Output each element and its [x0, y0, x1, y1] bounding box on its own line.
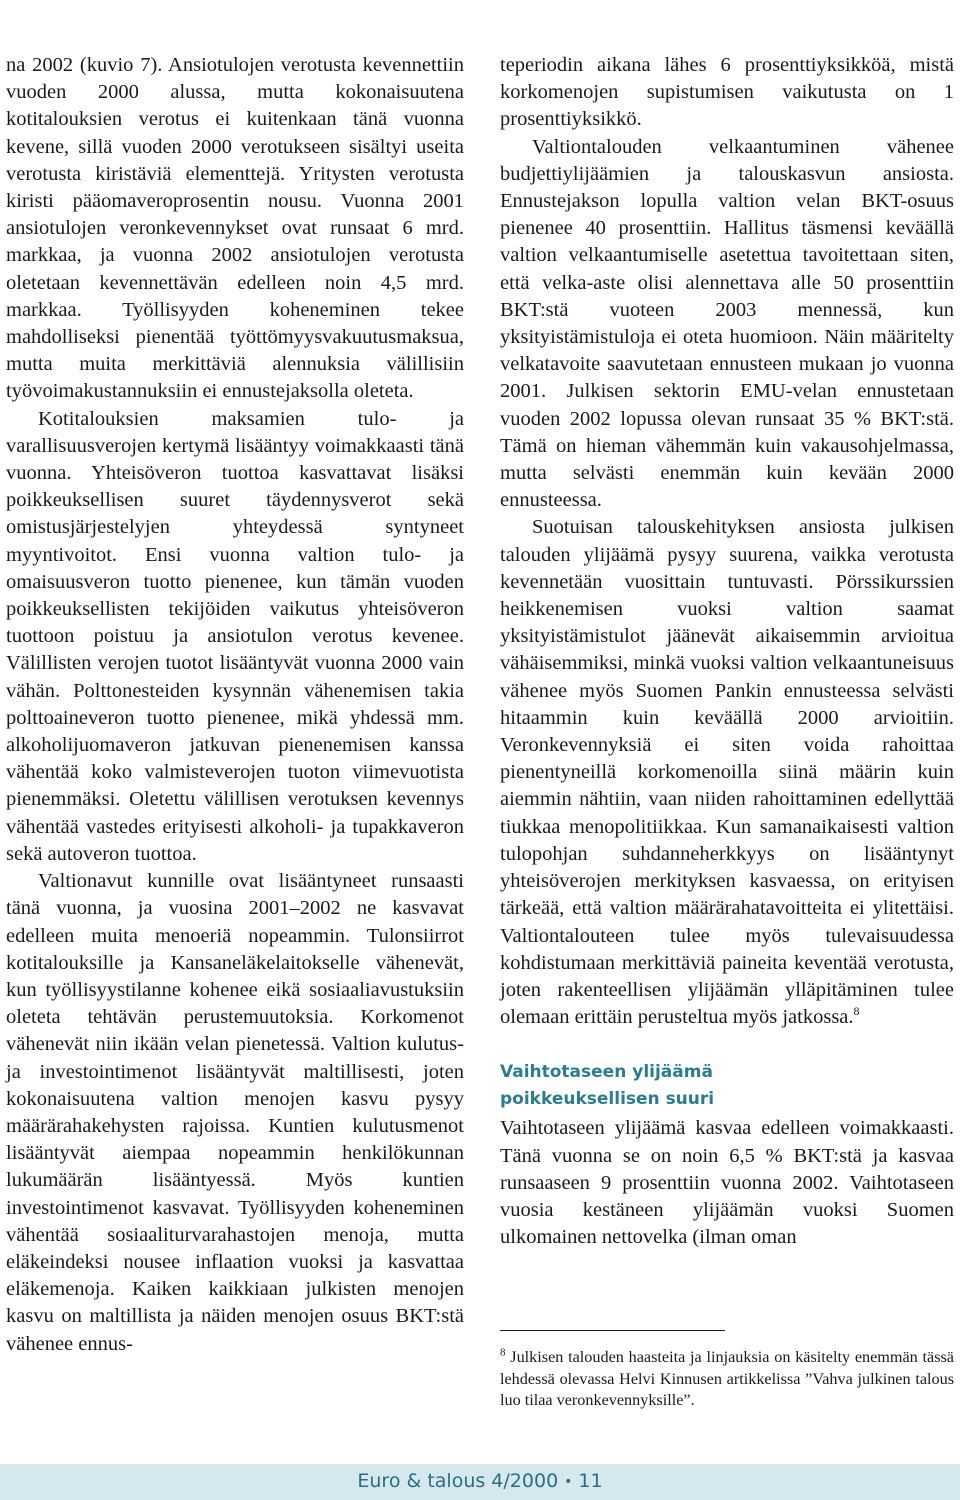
section-paragraph: Vaihtotaseen ylijäämä kasvaa edelleen voimakkaasti. Tänä vuonna se on noin 6,5 % BKT:stä ja kasvaa runsaaseen 9 prosenttiin vuonna 2002. Vaihtotaseen vuosia kestäneen ylijäämän vuoksi Suomen ulkomainen nettovelka (ilman oman [500, 1117, 954, 1249]
left-column [6, 52, 464, 1358]
page-footer [0, 1466, 960, 1497]
right-column [500, 52, 954, 1251]
body-paragraph: Valtiontalouden velkaantuminen vähenee budjettiylijäämien ja talouskasvun ansiosta. Ennustejakson lopulla valtion velan BKT-osuus pienenee 40 prosenttiin. Hallitus täsmensi keväällä valtion velkaantumiselle asetettua tavoitettaan siten, että velka-aste olisi alennettava alle 50 prosenttiin BKT:stä vuoteen 2003 mennessä, kun yksityistämistuloja ei oteta huomioon. Näin määritelty velkatavoite saavutetaan ennusteen mukaan jo vuonna 2001. Julkisen sektorin EMU-velan ennustetaan vuoden 2002 lopussa olevan runsaat 35 % BKT:stä. Tämä on hieman vähemmän kuin vakausohjelmassa, mutta selvästi enemmän kuin kevään 2000 ennusteessa. [500, 135, 954, 512]
footnote-reference: 8 [853, 1004, 860, 1019]
paragraph-text: Suotuisan talouskehityksen ansiosta julkisen talouden ylijäämä pysyy suurena, vaikka verotusta kevennetään vuosittain tuntuvasti. Pörssikurssien heikkenemisen vuoksi valtion saamat yksityistämistulot jäänevät aikaisemmin arvioitua vähäisemmiksi, minkä vuoksi valtion velkaantuneisuus vähenee myös Suomen Pankin ennusteessa selvästi hitaammin kuin keväällä 2000 arvioitiin. Veronkevennyksiä ei siten voida rahoittaa pienentyneillä korkomenoilla siinä määrin kuin aiemmin nähtiin, vaan niiden rahoittaminen edellyttää tiukkaa menopolitiikkaa. Kun samanaikaisesti valtion tulopohjan suhdanneherkkyys on lisääntynyt yhteisöverojen merkityksen kasvaessa, on erityisen tärkeää, että valtion määrärahatavoitteita ei ylitettäisi. Valtiontalouteen tulee myös tulevaisuudessa kohdistumaan merkittäviä paineita keventää verotusta, joten rakenteellisen ylijäämän ylläpitäminen tulee olemaan erittäin perusteltua myös jatkossa. [500, 516, 954, 1029]
section-heading [500, 1059, 954, 1113]
body-paragraph: teperiodin aikana lähes 6 prosenttiyksikköä, mistä korkomenojen supistumisen vaikutusta on 1 prosenttiyksikkö. [500, 54, 954, 131]
footnote-divider [500, 1330, 725, 1331]
publication-name: Euro & talous 4/2000 [357, 1470, 559, 1492]
footnote-text: Julkisen talouden haasteita ja linjauksia on käsitelty enemmän tässä lehdessä olevassa Helvi Kinnusen artikkelissa ”Vahva julkinen talous luo tilaa veronkevennyksille”. [500, 1348, 954, 1409]
page-number: 11 [578, 1470, 603, 1492]
footnote-number: 8 [500, 1346, 506, 1359]
section-heading-line: Vaihtotaseen ylijäämä [500, 1062, 713, 1083]
body-paragraph-with-footnote [500, 514, 954, 1031]
body-paragraph: Valtionavut kunnille ovat lisääntyneet runsaasti tänä vuonna, ja vuosina 2001–2002 ne kasvavat edelleen muita menoeriä nopeammin. Tulonsiirrot kotitalouksille ja Kansaneläkelaitokselle vähenevät, kun työllisyystilanne kohenee eikä sosiaaliavustuksiin oleteta tehtävän perustemuutoksia. Korkomenot vähenevät niin ikään velan pienetessä. Valtion kulutus- ja investointimenot lisääntyvät maltillisesti, joten kokonaisuutena valtion menojen kasvu pysyy määrärahakehysten rajoissa. Kuntien kulutusmenot lisääntyvät aiempaa nopeammin henkilökunnan lukumäärän lisääntyessä. Myös kuntien investointimenot kasvavat. Työllisyyden koheneminen vähentää sosiaaliturvarahastojen menoja, mutta eläkeindeksi nousee inflaation vuoksi ja kasvattaa eläkemenoja. Kaiken kaikkiaan julkisten menojen kasvu on maltillista ja näiden menojen osuus BKT:stä vähenee ennus- [6, 870, 464, 1355]
footnote [500, 1347, 954, 1412]
bullet-separator: • [564, 1473, 573, 1490]
body-paragraph: na 2002 (kuvio 7). Ansiotulojen verotusta kevennettiin vuoden 2000 alussa, mutta kokonaisuutena kotitalouksien verotus ei kuitenkaan tänä vuonna kevene, sillä vuoden 2000 verotukseen sisältyi useita verotusta kiristäviä elementtejä. Yritysten verotusta kiristi pääomaveroprosentin nousu. Vuonna 2001 ansiotulojen veronkevennykset ovat runsaat 6 mrd. markkaa, ja vuonna 2002 ansiotulojen verotusta oletetaan kevennettävän edelleen noin 4,5 mrd. markkaa. Työllisyyden koheneminen tekee mahdolliseksi pienentää työttömyysvakuutusmaksua, mutta muita merkittäviä alennuksia välillisiin työvoimakustannuksiin ei ennustejaksolla oleteta. [6, 54, 464, 403]
body-paragraph: Kotitalouksien maksamien tulo- ja varallisuusverojen kertymä lisääntyy voimakkaasti tänä vuonna. Yhteisöveron tuottoa kasvattavat lisäksi poikkeuksellisen suuret täydennysverot sekä omistusjärjestelyjen yhteydessä syntyneet myyntivoitot. Ensi vuonna valtion tulo- ja omaisuusveron tuotto pienenee, kun tämän vuoden poikkeuksellisten tekijöiden vaikutus yhteisöveron tuottoon poistuu ja ansiotulon verotus kevenee. Välillisten verojen tuotot lisääntyvät vuonna 2000 vain vähän. Polttonesteiden kysynnän vähenemisen takia polttoaineveron tuotto pienenee, mikä yhdessä mm. alkoholijuomaveron jatkuvan pienenemisen kanssa vähentää koko valmisteverojen tuoton viimevuotista pienemmäksi. Oletettu välillisen verotuksen kevennys vähentää vastedes erityisesti alkoholi- ja tupakkaveron sekä autoveron tuottoa. [6, 407, 464, 865]
section-heading-line: poikkeuksellisen suuri [500, 1089, 715, 1110]
